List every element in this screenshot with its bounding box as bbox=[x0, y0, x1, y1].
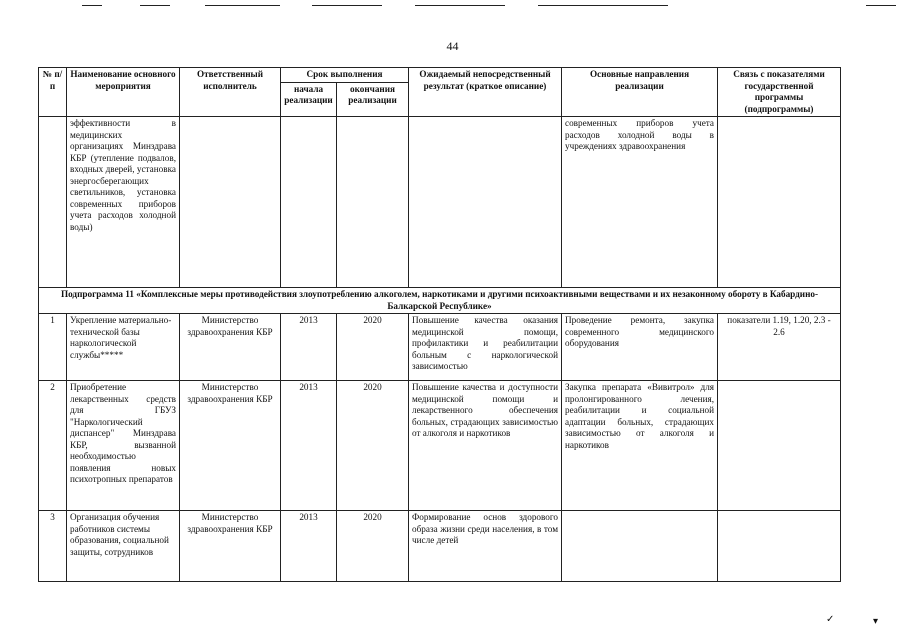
cell-indicator-link: показатели 1.19, 1.20, 2.3 - 2.6 bbox=[718, 314, 841, 381]
header-period-start: начала реализации bbox=[281, 82, 337, 117]
cell-indicator-link bbox=[718, 511, 841, 582]
cell-end: 2020 bbox=[337, 381, 409, 511]
cell-start: 2013 bbox=[281, 511, 337, 582]
page-number: 44 bbox=[446, 39, 459, 53]
cell-result: Формирование основ здорового образа жизни среди населения, в том числе детей bbox=[409, 511, 562, 582]
table-row bbox=[39, 314, 841, 381]
table-row bbox=[39, 381, 841, 511]
scan-artifact-line bbox=[205, 5, 280, 6]
cell-directions: Закупка препарата «Вивитрол» для пролонгированного лечения, реабилитации и социальной адаптации больных, страдающих зависимостью от алкоголя и наркотиков bbox=[562, 381, 718, 511]
header-period-end: окончания реализации bbox=[337, 82, 409, 117]
cell-start: 2013 bbox=[281, 381, 337, 511]
cell-number bbox=[39, 117, 67, 288]
header-number: № п/п bbox=[39, 68, 67, 117]
measures-table bbox=[38, 67, 841, 582]
cell-number: 1 bbox=[39, 314, 67, 381]
cell-indicator-link bbox=[718, 117, 841, 288]
table-header-row bbox=[39, 68, 841, 83]
cell-executor: Министерство здравоохранения КБР bbox=[180, 314, 281, 381]
header-executor: Ответственный исполнитель bbox=[180, 68, 281, 117]
scan-artifact-line bbox=[415, 5, 505, 6]
cell-measure-name: Приобретение лекарственных средств для ГБУЗ "Наркологический диспансер" Минздрава КБР, вызванной необходимостью появления новых психотропных препаратов bbox=[67, 381, 180, 511]
scan-artifact-mark: ▾ bbox=[873, 616, 879, 627]
cell-measure-name: Организация обучения работников системы образования, социальной защиты, сотрудников bbox=[67, 511, 180, 582]
cell-result: Повышение качества оказания медицинской помощи, профилактики и реабилитации больным с наркологической зависимостью bbox=[409, 314, 562, 381]
header-period: Срок выполнения bbox=[281, 68, 409, 83]
cell-end: 2020 bbox=[337, 314, 409, 381]
cell-executor: Министерство здравоохранения КБР bbox=[180, 511, 281, 582]
cell-result bbox=[409, 117, 562, 288]
cell-number: 2 bbox=[39, 381, 67, 511]
cell-indicator-link bbox=[718, 381, 841, 511]
subprogram-title: Подпрограмма 11 «Комплексные меры противодействия злоупотреблению алкоголем, наркотиками и другими психоактивными веществами и их незаконному обороту в Кабардино-Балкарской Республике» bbox=[39, 288, 841, 314]
header-measure-name: Наименование основного мероприятия bbox=[67, 68, 180, 117]
cell-executor: Министерство здравоохранения КБР bbox=[180, 381, 281, 511]
header-directions: Основные направления реализации bbox=[562, 68, 718, 117]
cell-number: 3 bbox=[39, 511, 67, 582]
cell-directions bbox=[562, 511, 718, 582]
table-row-continuation bbox=[39, 117, 841, 288]
scan-artifact-line bbox=[538, 5, 668, 6]
subprogram-row bbox=[39, 288, 841, 314]
scan-artifact-line bbox=[82, 5, 102, 6]
scan-artifact-line bbox=[312, 5, 382, 6]
cell-measure-name: Укрепление материально-технической базы наркологической службы***** bbox=[67, 314, 180, 381]
cell-result: Повышение качества и доступности медицинской помощи и лекарственного обеспечения больных, страдающих зависимостью от алкоголя и наркотиков bbox=[409, 381, 562, 511]
cell-end bbox=[337, 117, 409, 288]
header-indicator-link: Связь с показателями государственной программы (подпрограммы) bbox=[718, 68, 841, 117]
cell-start: 2013 bbox=[281, 314, 337, 381]
cell-executor bbox=[180, 117, 281, 288]
cell-end: 2020 bbox=[337, 511, 409, 582]
scan-artifact-line bbox=[140, 5, 170, 6]
scan-artifact-mark: ✓ bbox=[826, 614, 835, 625]
cell-measure-name: эффективности в медицинских организациях Минздрава КБР (утепление подвалов, входных дверей, установка энергосберегающих светильников, установка современных приборов учета расходов холодной воды) bbox=[67, 117, 180, 288]
scan-artifact-line bbox=[866, 5, 896, 6]
table-row bbox=[39, 511, 841, 582]
cell-directions: Проведение ремонта, закупка современного медицинского оборудования bbox=[562, 314, 718, 381]
cell-start bbox=[281, 117, 337, 288]
header-expected-result: Ожидаемый непосредственный результат (краткое описание) bbox=[409, 68, 562, 117]
cell-directions: современных приборов учета расходов холодной воды в учреждениях здравоохранения bbox=[562, 117, 718, 288]
